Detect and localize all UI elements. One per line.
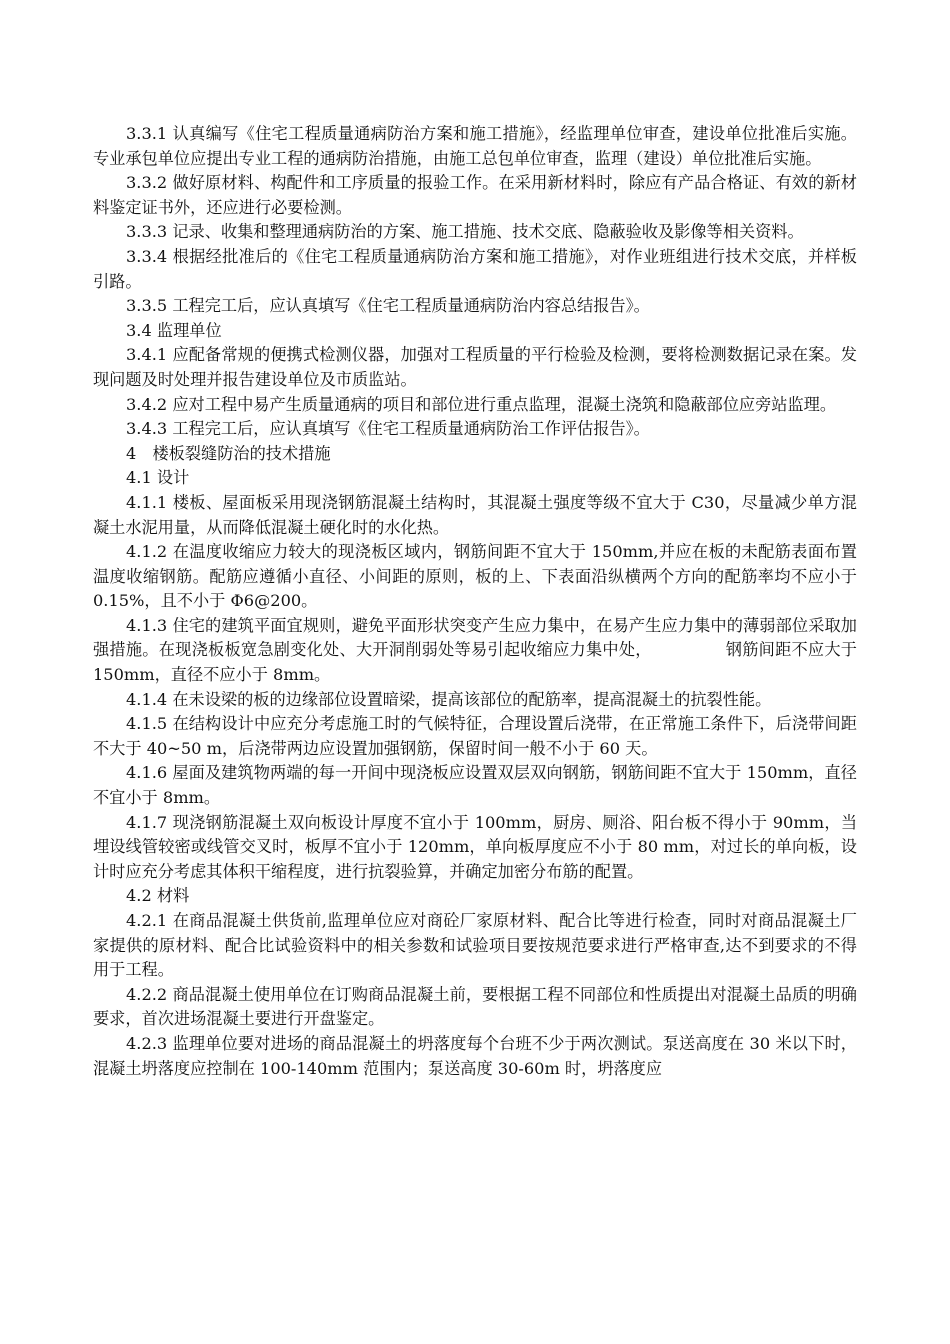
paragraph-4-1-6: 4.1.6 屋面及建筑物两端的每一开间中现浇板应设置双层双向钢筋，钢筋间距不宜大于 150mm，直径不宜小于 8mm。 (93, 763, 857, 808)
paragraph-4-2-1: 4.2.1 在商品混凝土供货前,监理单位应对商砼厂家原材料、配合比等进行检查，同时对商品混凝土厂家提供的原材料、配合比试验资料中的相关参数和试验项目要按规范要求进行严格审查,达不到要求的不得用于工程。 (93, 911, 857, 980)
paragraph-3-3-4: 3.3.4 根据经批准后的《住宅工程质量通病防治方案和施工措施》，对作业班组进行技术交底，并样板引路。 (93, 246, 857, 291)
chapter-heading-4: 4 楼板裂缝防治的技术措施 (126, 443, 331, 463)
paragraph-4-2-2: 4.2.2 商品混凝土使用单位在订购商品混凝土前，要根据工程不同部位和性质提出对混凝土品质的明确要求，首次进场混凝土要进行开盘鉴定。 (93, 984, 857, 1029)
section-heading-4-1: 4.1 设计 (126, 468, 190, 488)
paragraph-4-1-4: 4.1.4 在未设梁的板的边缘部位设置暗梁，提高该部位的配筋率，提高混凝土的抗裂性能。 (126, 689, 772, 709)
paragraph-4-1-5: 4.1.5 在结构设计中应充分考虑施工时的气候特征，合理设置后浇带，在正常施工条件下，后浇带间距不大于 40~50 m，后浇带两边应设置加强钢筋，保留时间一般不小于 60 天。 (93, 714, 857, 758)
paragraph-3-3-3: 3.3.3 记录、收集和整理通病防治的方案、施工措施、技术交底、隐蔽验收及影像等相关资料。 (126, 222, 804, 242)
paragraph-3-4-1: 3.4.1 应配备常规的便携式检测仪器，加强对工程质量的平行检验及检测，要将检测数据记录在案。发现问题及时处理并报告建设单位及市质监站。 (93, 345, 857, 389)
paragraph-4-2-3: 4.2.3 监理单位要对进场的商品混凝土的坍落度每个台班不少于两次测试。泵送高度在 30 米以下时，混凝土坍落度应控制在 100-140mm 范围内；泵送高度 30-60m 时，坍落度应 (93, 1033, 857, 1078)
paragraph-3-3-5: 3.3.5 工程完工后，应认真填写《住宅工程质量通病防治内容总结报告》。 (126, 296, 650, 316)
paragraph-4-1-1: 4.1.1 楼板、屋面板采用现浇钢筋混凝土结构时，其混凝土强度等级不宜大于 C30，尽量减少单方混凝土水泥用量，从而降低混凝土硬化时的水化热。 (93, 492, 857, 537)
document-body (93, 122, 857, 1081)
paragraph-3-4-3: 3.4.3 工程完工后，应认真填写《住宅工程质量通病防治工作评估报告》。 (126, 419, 650, 439)
section-heading-3-4: 3.4 监理单位 (126, 320, 222, 340)
paragraph-3-4-2: 3.4.2 应对工程中易产生质量通病的项目和部位进行重点监理，混凝土浇筑和隐蔽部位应旁站监理。 (126, 394, 837, 414)
paragraph-4-1-3: 4.1.3 住宅的建筑平面宜规则，避免平面形状突变产生应力集中，在易产生应力集中的薄弱部位采取加强措施。在现浇板板宽急剧变化处、大开洞削弱处等易引起收缩应力集中处， 钢筋间距不应大于 150mm，直径不应小于 8mm。 (93, 615, 857, 685)
paragraph-4-1-7: 4.1.7 现浇钢筋混凝土双向板设计厚度不宜小于 100mm，厨房、厕浴、阳台板不得小于 90mm，当埋设线管较密或线管交叉时，板厚不宜小于 120mm，单向板厚度应不小于 80 mm，对过长的单向板，设计时应充分考虑其体积干缩程度，进行抗裂验算，并确定加密分布筋的配置。 (93, 812, 857, 881)
section-heading-4-2: 4.2 材料 (126, 886, 190, 906)
paragraph-3-3-1: 3.3.1 认真编写《住宅工程质量通病防治方案和施工措施》，经监理单位审查，建设单位批准后实施。专业承包单位应提出专业工程的通病防治措施，由施工总包单位审查，监理（建设）单位批准后实施。 (93, 124, 857, 168)
paragraph-3-3-2: 3.3.2 做好原材料、构配件和工序质量的报验工作。在采用新材料时，除应有产品合格证、有效的新材料鉴定证书外，还应进行必要检测。 (93, 173, 857, 217)
paragraph-4-1-2: 4.1.2 在温度收缩应力较大的现浇板区域内，钢筋间距不宜大于 150mm,并应在板的未配筋表面布置温度收缩钢筋。配筋应遵循小直径、小间距的原则，板的上、下表面沿纵横两个方向的配筋率均不应小于 0.15%，且不小于 Φ6@200。 (93, 542, 857, 611)
